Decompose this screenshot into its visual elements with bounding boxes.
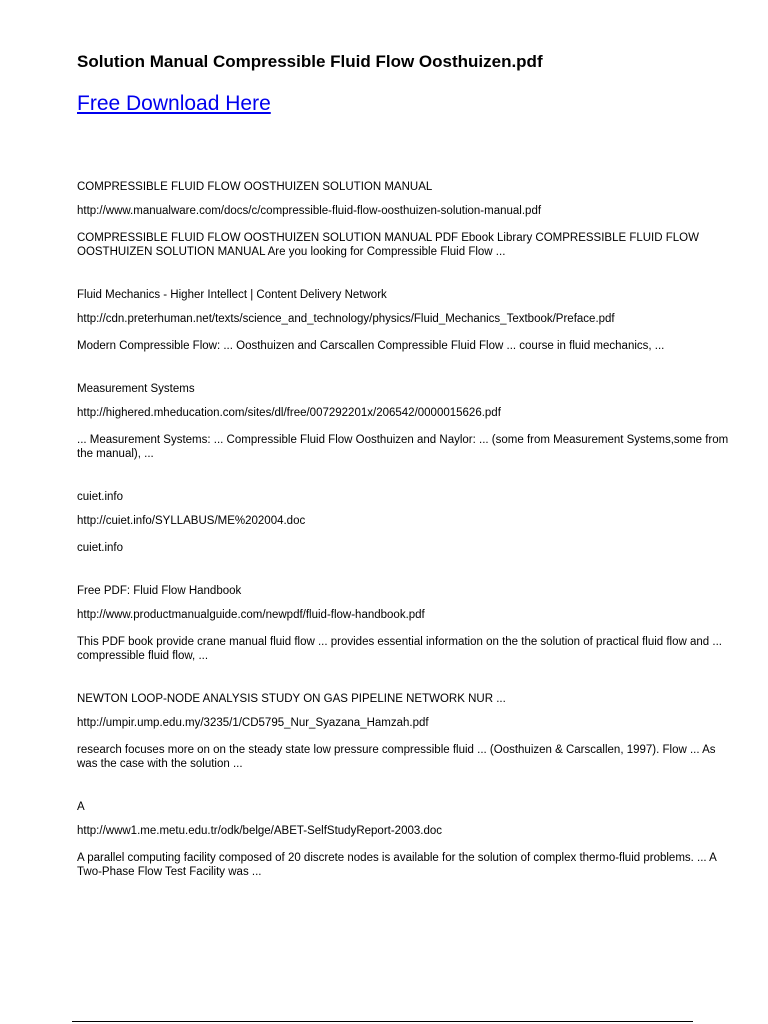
result-title: Measurement Systems <box>77 383 195 395</box>
result-item <box>77 490 729 555</box>
result-snippet: Modern Compressible Flow: ... Oosthuizen and Carscallen Compressible Fluid Flow ... course in fluid mechanics, ... <box>77 340 665 352</box>
result-snippet: A parallel computing facility composed of 20 discrete nodes is available for the solution of complex thermo-fluid problems. ... A Two-Phase Flow Test Facility was ... <box>77 852 717 878</box>
result-title: cuiet.info <box>77 491 124 503</box>
free-download-link[interactable]: Free Download Here <box>77 92 271 115</box>
result-title: NEWTON LOOP-NODE ANALYSIS STUDY ON GAS PIPELINE NETWORK NUR ... <box>77 693 506 705</box>
document-page <box>77 50 729 908</box>
result-title: Free PDF: Fluid Flow Handbook <box>77 585 242 597</box>
result-url: http://umpir.ump.edu.my/3235/1/CD5795_Nur_Syazana_Hamzah.pdf <box>77 717 429 729</box>
document-title: Solution Manual Compressible Fluid Flow Oosthuizen.pdf <box>77 52 543 71</box>
result-title: A <box>77 801 85 813</box>
result-url: http://www1.me.metu.edu.tr/odk/belge/ABET-SelfStudyReport-2003.doc <box>77 825 442 837</box>
result-item <box>77 288 729 353</box>
result-url: http://www.manualware.com/docs/c/compressible-fluid-flow-oosthuizen-solution-manual.pdf <box>77 205 542 217</box>
result-snippet: COMPRESSIBLE FLUID FLOW OOSTHUIZEN SOLUTION MANUAL PDF Ebook Library COMPRESSIBLE FLUID FLOW OOSTHUIZEN SOLUTION MANUAL Are you looking for Compressible Fluid Flow ... <box>77 232 699 258</box>
result-item <box>77 382 729 461</box>
result-item <box>77 584 729 663</box>
result-title: COMPRESSIBLE FLUID FLOW OOSTHUIZEN SOLUTION MANUAL <box>77 181 433 193</box>
footer-divider <box>72 1021 693 1022</box>
result-snippet: This PDF book provide crane manual fluid flow ... provides essential information on the the solution of practical fluid flow and ... compressible fluid flow, ... <box>77 636 722 662</box>
result-url: http://highered.mheducation.com/sites/dl/free/007292201x/206542/0000015626.pdf <box>77 407 501 419</box>
result-url: http://www.productmanualguide.com/newpdf/fluid-flow-handbook.pdf <box>77 609 425 621</box>
result-url: http://cuiet.info/SYLLABUS/ME%202004.doc <box>77 515 306 527</box>
result-item <box>77 800 729 879</box>
result-item <box>77 692 729 771</box>
results-list <box>77 180 729 879</box>
result-snippet: research focuses more on on the steady state low pressure compressible fluid ... (Oosthuizen & Carscallen, 1997). Flow ... As was the case with the solution ... <box>77 744 716 770</box>
result-title: Fluid Mechanics - Higher Intellect | Content Delivery Network <box>77 289 387 301</box>
result-url: http://cdn.preterhuman.net/texts/science_and_technology/physics/Fluid_Mechanics_Textbook/Preface.pdf <box>77 313 615 325</box>
result-snippet: ... Measurement Systems: ... Compressible Fluid Flow Oosthuizen and Naylor: ... (some from Measurement Systems,some from the manual), ... <box>77 434 729 460</box>
result-snippet: cuiet.info <box>77 542 124 554</box>
result-item <box>77 180 729 259</box>
